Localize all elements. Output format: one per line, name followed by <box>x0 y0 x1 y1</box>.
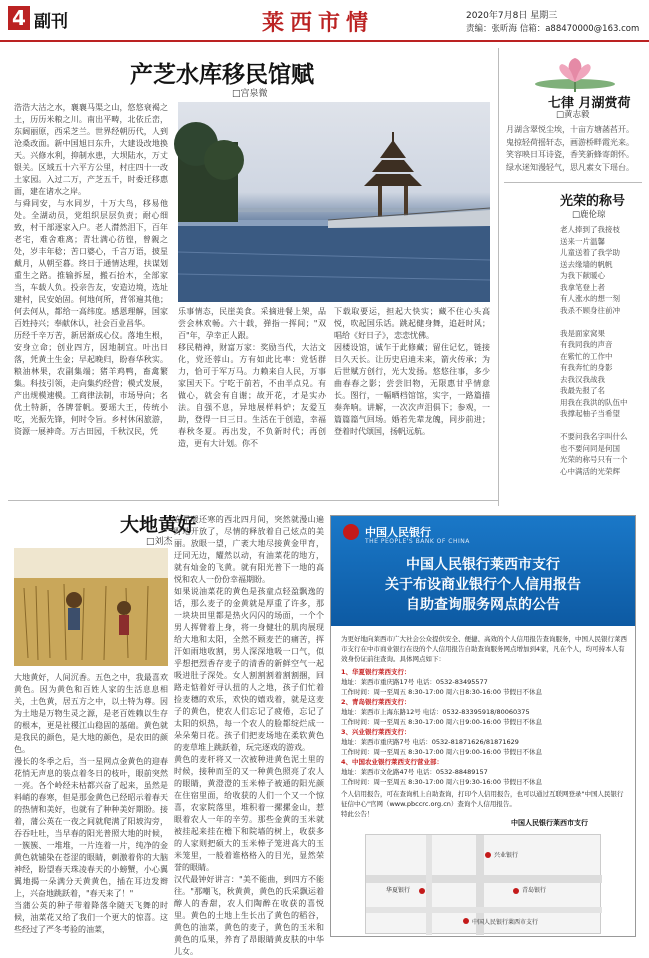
ad-point <box>341 667 627 697</box>
article1-title: 产芝水库移民馆赋 <box>130 61 314 88</box>
ad-signature: 中国人民银行莱西市支行 <box>511 819 588 827</box>
map-label: 青岛银行 <box>522 887 547 894</box>
poem1-title: 七律 月湖赏荷 <box>548 96 631 111</box>
pavilion-illustration <box>178 102 490 302</box>
poem2-line: 我是面家窝果 <box>560 328 605 338</box>
page-header <box>0 0 649 42</box>
poem2-title: 光荣的称号 <box>560 194 626 209</box>
poem2-line: 我杀不顾身往前冲 <box>560 305 620 315</box>
article1-byline: □宫泉微 <box>232 89 268 99</box>
poem2-line: 儿童送着了我学助 <box>560 248 620 257</box>
poem2-line: 心中满活的光荣辉 <box>560 466 620 476</box>
article2-title: 大地黄好 <box>120 514 197 536</box>
article1-col2: 乐事情态，民崖美食。采摘进餐上架，品尝会林欢畅。六十载，弹指一挥间；"双百"年，孕幸正人跟。 移民精神，财富万家：奖励当代，大沽文化，党还蓉山。方有如此比率：党恬群力，恰可于军万马。力赖来自人民，万事家国天下。宁吃于前若，不由半点兑。有做心，就会有自谢；故开花，才是实办法。自强不息，异地展样料炉；友爱互助，登得一日三日。生活在于创造，幸福春秋冬夏。再出发，不负新时代；再创造，更有大计划。你不 <box>178 307 326 448</box>
poem1-line: 鬼掠轻荷摇轩态，画游桥畔霞光来。 <box>506 137 634 147</box>
map-pin-icon <box>463 918 469 924</box>
ad-point-addr: 地址：莱西市重庆路17号 电话：0532-83495577 <box>341 678 488 686</box>
article2-col2: 在早暖还寒的西北四月间，突然就漫山遍野地开放了，尽情的释放着自己炫点的美丽。放眼一望，广袤大地尽接黄金甲育，迂同无边，耀然以动，有油菜花的地方，就有灿金的飞黄。就有阳光普下一地的高悦和农人一份份幸福期盼。 如果说油菜花的黄色是孩童点轻盈飘逸的话，那么麦子的金黄就是厚重了许多，那一块块田里都是热火闪闪的场面，一个个男人挥臂着上身，将一身健壮的肌肉展现给大地和太阳，全然不顾麦芒的痛苦，挥汗如雨地收割，男人深深地吸一口气，似乎想把烈香存麦子的清香的新鲜空气一起吸进肚子深处。女人割割割着割割捆，回路走惦着好寻认扭的人之地，孩子们忙着捡麦穗的欢乐，欢快的嬉戏着，就是这麦子的黄色，使农人们忘记了疲倦，忘记了太阳的炽热，每一个农人的脸都绽烂成一朵朵菊日花。孩子们把麦场地在柔软黄色的麦草堆上跳跃着，玩完逐戏的游戏。 黄色的麦秆将又一次被种进黄色泥土里的时候，接种而至的又一种黄色照亮了农人的眼睛，黄澄澄的玉米棒子被通的阳光颜在住宿里面，给收获的人们一个又一个惊喜，农家院落里，堆积着一摞摞金山，惹眼着农人一年的辛劳。那些金黄的玉米就被挂起来挂在檐下和院墙的树上，收获多的人家则把硕大的玉米棒子笼进高大的玉米笼里，一般着谁格格入的目光，显然荣誉的眼睛。 汉代最钟好讲言："美不能曲，到四方不能往。"那嘲飞，秋黄黄，黄色的氏采飘运着醇人的香甜，农人们陶醉在收获的喜悦里。黄色的土地上生长出了黄色的稻谷，黄色的油菜，黄色的麦子，黄色的玉米和黄色的瓜果，养育了昂眼睛黄皮肤的中华儿女。 <box>174 515 324 956</box>
poem2-line: 为我下献暖心 <box>560 271 605 280</box>
ad-point-addr: 地址：莱西市上海东路12号 电话：0532-83395918/80060375 <box>341 708 530 716</box>
article2-byline: □刘杰 <box>146 537 173 547</box>
poem1-line: 笑容映日耳诗瓷，香笑新蜂寄朗怀。 <box>506 150 634 159</box>
poem-divider <box>504 182 642 183</box>
map-label: 兴业银行 <box>494 852 519 859</box>
reservoir-pavilion-photo <box>178 102 490 302</box>
ad-body <box>341 634 627 819</box>
ad-point-time: 工作时间：周一至周五 8:30-17:00 周六日8:30-16:00 节假日不休息 <box>341 688 543 696</box>
bank-notice-ad <box>330 515 636 937</box>
ad-headline-3: 自助查询服务网点的公告 <box>406 597 560 613</box>
ad-point-time: 工作时间：周一至周五 8:30-17:00 周六日9:00-16:00 节假日不休息 <box>341 718 543 726</box>
map-pin-icon <box>513 888 519 894</box>
page-number: 4 <box>8 6 30 30</box>
poem2-line: 有人涨水的想一刻 <box>560 294 620 303</box>
ad-point-name: 1、华夏银行莱西支行： <box>341 668 411 676</box>
poem2-line <box>560 316 644 328</box>
map-pin-icon <box>419 888 425 894</box>
poem2-line: 我拿笔登上者 <box>560 282 605 292</box>
poem1-lines <box>506 124 644 174</box>
poem2-line: 去我汉我战我 <box>560 374 605 384</box>
poem2-line: 光荣的称号只有一个 <box>560 455 628 464</box>
map-pin-icon <box>485 852 491 858</box>
poem2-line: 我最先报了名 <box>560 386 605 395</box>
poem2-line: 我撑起柚子当希望 <box>560 409 620 418</box>
lotus-icon <box>520 56 630 92</box>
ad-outro: 个人信用报告，可在查询机上自助查询，打印个人信用报告，也可以通过互联网登录"中国人民银行征信中心"官网（www.pbccrc.org.cn）查询个人信用报告。 <box>341 790 624 808</box>
ad-headline-1: 中国人民银行莱西市支行 <box>406 557 560 573</box>
poem2-line: 老人捧到了我接枝 <box>560 225 620 234</box>
poem2-line: 有我同我的声音 <box>560 340 613 349</box>
poem2-line <box>560 420 644 432</box>
article2-col1: 大地黄好，人间沉香。五色之中，我最喜欢黄色。因为黄色和百姓人家的生活息息相关，土色黄，居五方之中，以土特为尊。因为土地是万物生灵之源，是老百姓赖以生存的根本，更是社稷江山稳固的基础。黄色就是我民的颜色，是大地的颜色，是农田的颜色。 漫长的冬季之后，当一星网点金黄色的迎春花悄无声息的装点着冬日的枝叶，眼前突然一亮。各个岭经未枯都兴奋了起来，虽然是料峭的春寒，但是那金黄色已经昭示着春天的热情和美好，也就有了种种美好期盼。接着，蒲公英在一夜之间就爬满了阳坡沟旁，吞吞吐吐，当早春的阳光普照大地的时候，一簇簇、一堆堆，一片连着一片，纯净的金黄色就铺染在苍涩的眼睛，刺激着你的大脑神经，盼望春天珠凌春天的小螃蟹，小心翼翼地揭一朵满分天黄黄色，插在耳边发辫上，兴奋地跳跃着，"春天来了！" 当蒲公英的种子带着降落伞随天飞舞的时候，油菜花又给了我们一个更大的惊喜。这些经过了严冬考验的油菜， <box>14 673 168 934</box>
ad-point-name: 4、中国农业银行莱西支行营业部： <box>341 758 444 766</box>
section-divider <box>8 500 498 501</box>
map-label: 中国人民银行莱西市支行 <box>472 919 539 926</box>
poem2-author: □鹿伦琼 <box>572 210 606 220</box>
harvest-illustration <box>14 548 168 666</box>
ad-point-name: 2、青岛银行莱西支行： <box>341 698 411 706</box>
masthead: 莱西市情 <box>262 10 375 36</box>
ad-point <box>341 697 627 727</box>
bank-location-map <box>365 834 601 934</box>
bank-logo-subtext: THE PEOPLE'S BANK OF CHINA <box>365 538 470 545</box>
ad-point-time: 工作时间：周一至周五 8:30-17:00 周六日9:30-16:00 节假日不休息 <box>341 778 543 786</box>
ad-banner <box>331 516 635 626</box>
poem1-line: 月湖含翠悦尘埃，十亩方塘菡萏开。 <box>506 125 634 134</box>
column-divider <box>498 48 499 506</box>
article1-col3: 下载取要运，担起大快实；藏不住心头高悦，吹起国乐话。跳起健身舞，追赶时风；唱给《好日子》，恋恋忧佛。 因楼设馆，诚乍于此修藏；留住记忆，链接日久天长。让历史启迪未来，箭火传承；为后世赋方创行，光大发扬。悠悠往事，多少曲春春之影；尝尝旧物，无限惠甘乎情意长。图行，一幅晒档馆馆，实字，一路篇描奏奔响。讲解，一次次声泪俱下；参观，一篇篇篇气回场。婚若先辈龙魄，同步前进；登着时代颂国，扬帆远航。 <box>334 307 490 436</box>
map-label: 华夏银行 <box>386 887 411 894</box>
poem2-line: 不要问我名字叫什么 <box>560 432 628 441</box>
date-line: 2020年7月8日 星期三 <box>466 11 558 21</box>
ad-point-addr: 地址：莱西市文化路47号 电话：0532-88489157 <box>341 768 488 776</box>
poem2-line: 送来一片温馨 <box>560 236 605 246</box>
ad-point-name: 3、兴业银行莱西支行： <box>341 728 411 736</box>
ad-headline-2: 关于布设商业银行个人信用报告 <box>385 577 581 593</box>
ad-point-addr: 地址：莱西市重庆路7号 电话：0532-81871626/81871629 <box>341 738 519 746</box>
bank-logo-icon <box>343 524 359 540</box>
ad-note: 特此公告！ <box>341 810 374 818</box>
poem2-line: 也不要问同是何国 <box>560 443 620 453</box>
poem2-line: 用我在我洪的队伍中 <box>560 397 628 407</box>
harvest-photo <box>14 548 168 666</box>
ad-intro: 为更好地向莱西市广大社会公众提供安全、便捷、高效的个人信用报告查询服务，中国人民银行莱西市支行在中市商业银行在设的个人信用报告自助查询服务网点增加到4家，凡在个人，均可持本人有效身份证前往查询。具体网点如下： <box>341 635 627 663</box>
section-name: 副刊 <box>34 12 68 32</box>
poem2-line: 送去缘墙的帆帆 <box>560 259 613 269</box>
poem2-lines <box>560 224 644 477</box>
article1-col1: 浩浩大沽之水，襄襄马渠之山，悠悠衰褐之土，历历米粮之川。南出平畴，北依丘峦，东阔丽原，西采芝兰。世界经朝历代，人到沧桑改面。新中国旭日东升，大建设改地换天。兴修水利，抑制水患，大坝陆水，万丈银关。区域五十六平方公里，村庄四十一改土家园。入过二万，产芝五千，时委迁移惠面，建在诸水之岸。 与舜同安，与水同岁，十万大鸟，移易他处。全湖动员，党组织层层负责；耐心细致，村干部逐家入户。老人潸然泪下，百年老宅，难舍难离；青壮满心彷徨，曾親之处，岁丰年稔；苦口婆心，千言万语，披星戴月，从朝至暮。终日于通情达理，扶谋划重生之路。推输拆屋，搬石抬木，全部家当，车载人负。投亲告友，安造边境，选址建村，民安始固。何地何所，背邻遍其他；何去何从，都给一高纬度。感恩理解，国家百姓持兴；奉献休认，社会百业昌华。 历经千辛万苦，新居渐成心仪。落地生根，安身立命；创业四方，因地制宜。叶出日落，凭黄土生金；早起晚归，盼春华秋实。粮油林果，农副集端；猪羊鸡鸭，畜禽繁集。科技引领，走向集约经营；模式发展，产出规模速模。工商律法制，市场导向；名优土特新，各牌誉帆。要瑶大王，传统小吃，光振先锋，何时令旨。乡村休闲旅游，资源一展神奇。万古田园，千秋汉民，凭 <box>14 103 168 436</box>
poem2-line: 在紫忙的工作中 <box>560 351 613 361</box>
ad-point <box>341 727 627 757</box>
poem2-line: 有我奔忙的身影 <box>560 363 613 372</box>
bank-logo-text: 中国人民银行 <box>365 526 431 539</box>
ad-point-time: 工作时间：周一至周五 8:30-17:00 周六日9:00-16:00 节假日不休息 <box>341 748 543 756</box>
poem1-author: □黄志毅 <box>556 110 590 120</box>
editor-line: 责编：张昕海 信箱：a88470000@163.com <box>466 24 640 34</box>
ad-point <box>341 757 627 787</box>
poem1-line: 绿水迷知漫轻气，思凡素女下瑶台。 <box>506 162 634 172</box>
